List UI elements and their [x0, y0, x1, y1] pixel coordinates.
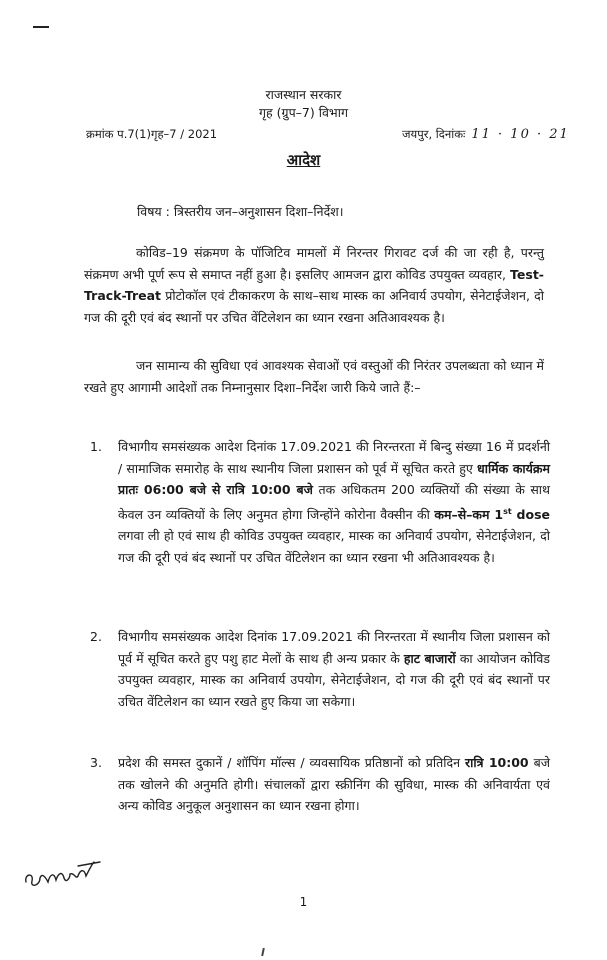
subject-line: विषय : त्रिस्तरीय जन–अनुशासन दिशा–निर्देश।	[137, 204, 344, 219]
scan-mark	[261, 948, 265, 956]
directive-item-2: 2. विभागीय समसंख्यक आदेश दिनांक 17.09.2021 की निरन्तरता में स्थानीय जिला प्रशासन को पूर्व में सूचित करते हुए पशु हाट मेलों के साथ ही अन्य प्रकार के हाट बाजारों का आयोजन कोविड उपयुक्त व्यवहार, मास्क का अनिवार्य उपयोग, सेनेटाईजेशन, दो गज की दूरी एवं बंद स्थानों पर उचित वेंटिलेशन का ध्यान रखते हुए किया जा सकेगा।	[118, 626, 550, 712]
item-number: 3.	[90, 755, 102, 770]
directive-item-1: 1. विभागीय समसंख्यक आदेश दिनांक 17.09.2021 की निरन्तरता में बिन्दु संख्या 16 में प्रदर्शनी / सामाजिक समारोह के साथ स्थानीय जिला प्रशासन को पूर्व में सूचित करते हुए धार्मिक कार्यक्रम प्रातः 06:00 बजे से रात्रि 10:00 बजे तक अधिकतम 200 व्यक्तियों की संख्या के साथ केवल उन व्यक्तियों के लिए अनुमत होगा जिन्होंने कोरोना वैक्सीन की कम–से–कम 1st dose लगवा ली हो एवं साथ ही कोविड उपयुक्त व्यवहार, मास्क का अनिवार्य उपयोग, सेनेटाईजेशन, दो गज की दूरी एवं बंद स्थानों पर उचित वेंटिलेशन का ध्यान रखना भी अतिआवश्यक है।	[118, 436, 550, 568]
page-number: 1	[299, 895, 308, 909]
reference-number: क्रमांक प.7(1)गृह–7 / 2021	[86, 127, 218, 141]
directive-item-3: 3. प्रदेश की समस्त दुकानें / शॉपिंग मॉल्स / व्यवसायिक प्रतिष्ठानों को प्रतिदिन रात्रि 10:00 बजे तक खोलने की अनुमति होगी। संचालकों द्वारा स्क्रीनिंग की सुविधा, मास्क की अनिवार्यता एवं अन्य कोविड अनुकूल अनुशासन का ध्यान रखना होगा।	[118, 752, 550, 817]
margin-mark	[33, 26, 49, 28]
document-title: आदेश	[286, 151, 321, 169]
date-line	[402, 127, 570, 142]
item-number: 2.	[90, 629, 102, 644]
department-name: गृह (ग्रुप–7) विभाग	[259, 105, 348, 120]
place-label: जयपुर, दिनांकः	[402, 127, 466, 141]
handwritten-signature	[20, 848, 110, 893]
paragraph-directives: जन सामान्य की सुविधा एवं आवश्यक सेवाओं एवं वस्तुओं की निरंतर उपलब्धता को ध्यान में रखते हुए आगामी आदेशों तक निम्नानुसार दिशा–निर्देश जारी किये जाते हैं:–	[84, 358, 544, 395]
item-number: 1.	[90, 439, 102, 454]
government-name: राजस्थान सरकार	[265, 87, 342, 102]
paragraph-intro: कोविड–19 संक्रमण के पॉजिटिव मामलों में निरन्तर गिरावट दर्ज की जा रही है, परन्तु संक्रमण अभी पूर्ण रूप से समाप्त नहीं हुआ है। इसलिए आमजन द्वारा कोविड उपयुक्त व्यवहार, Test-Track-Treat प्रोटोकॉल एवं टीकाकरण के साथ–साथ मास्क का अनिवार्य उपयोग, सेनेटाईजेशन, दो गज की दूरी एवं बंद स्थानों पर उचित वेंटिलेशन का ध्यान रखना अतिआवश्यक है।	[84, 245, 544, 325]
handwritten-date: 11 · 10 · 21	[471, 127, 570, 142]
